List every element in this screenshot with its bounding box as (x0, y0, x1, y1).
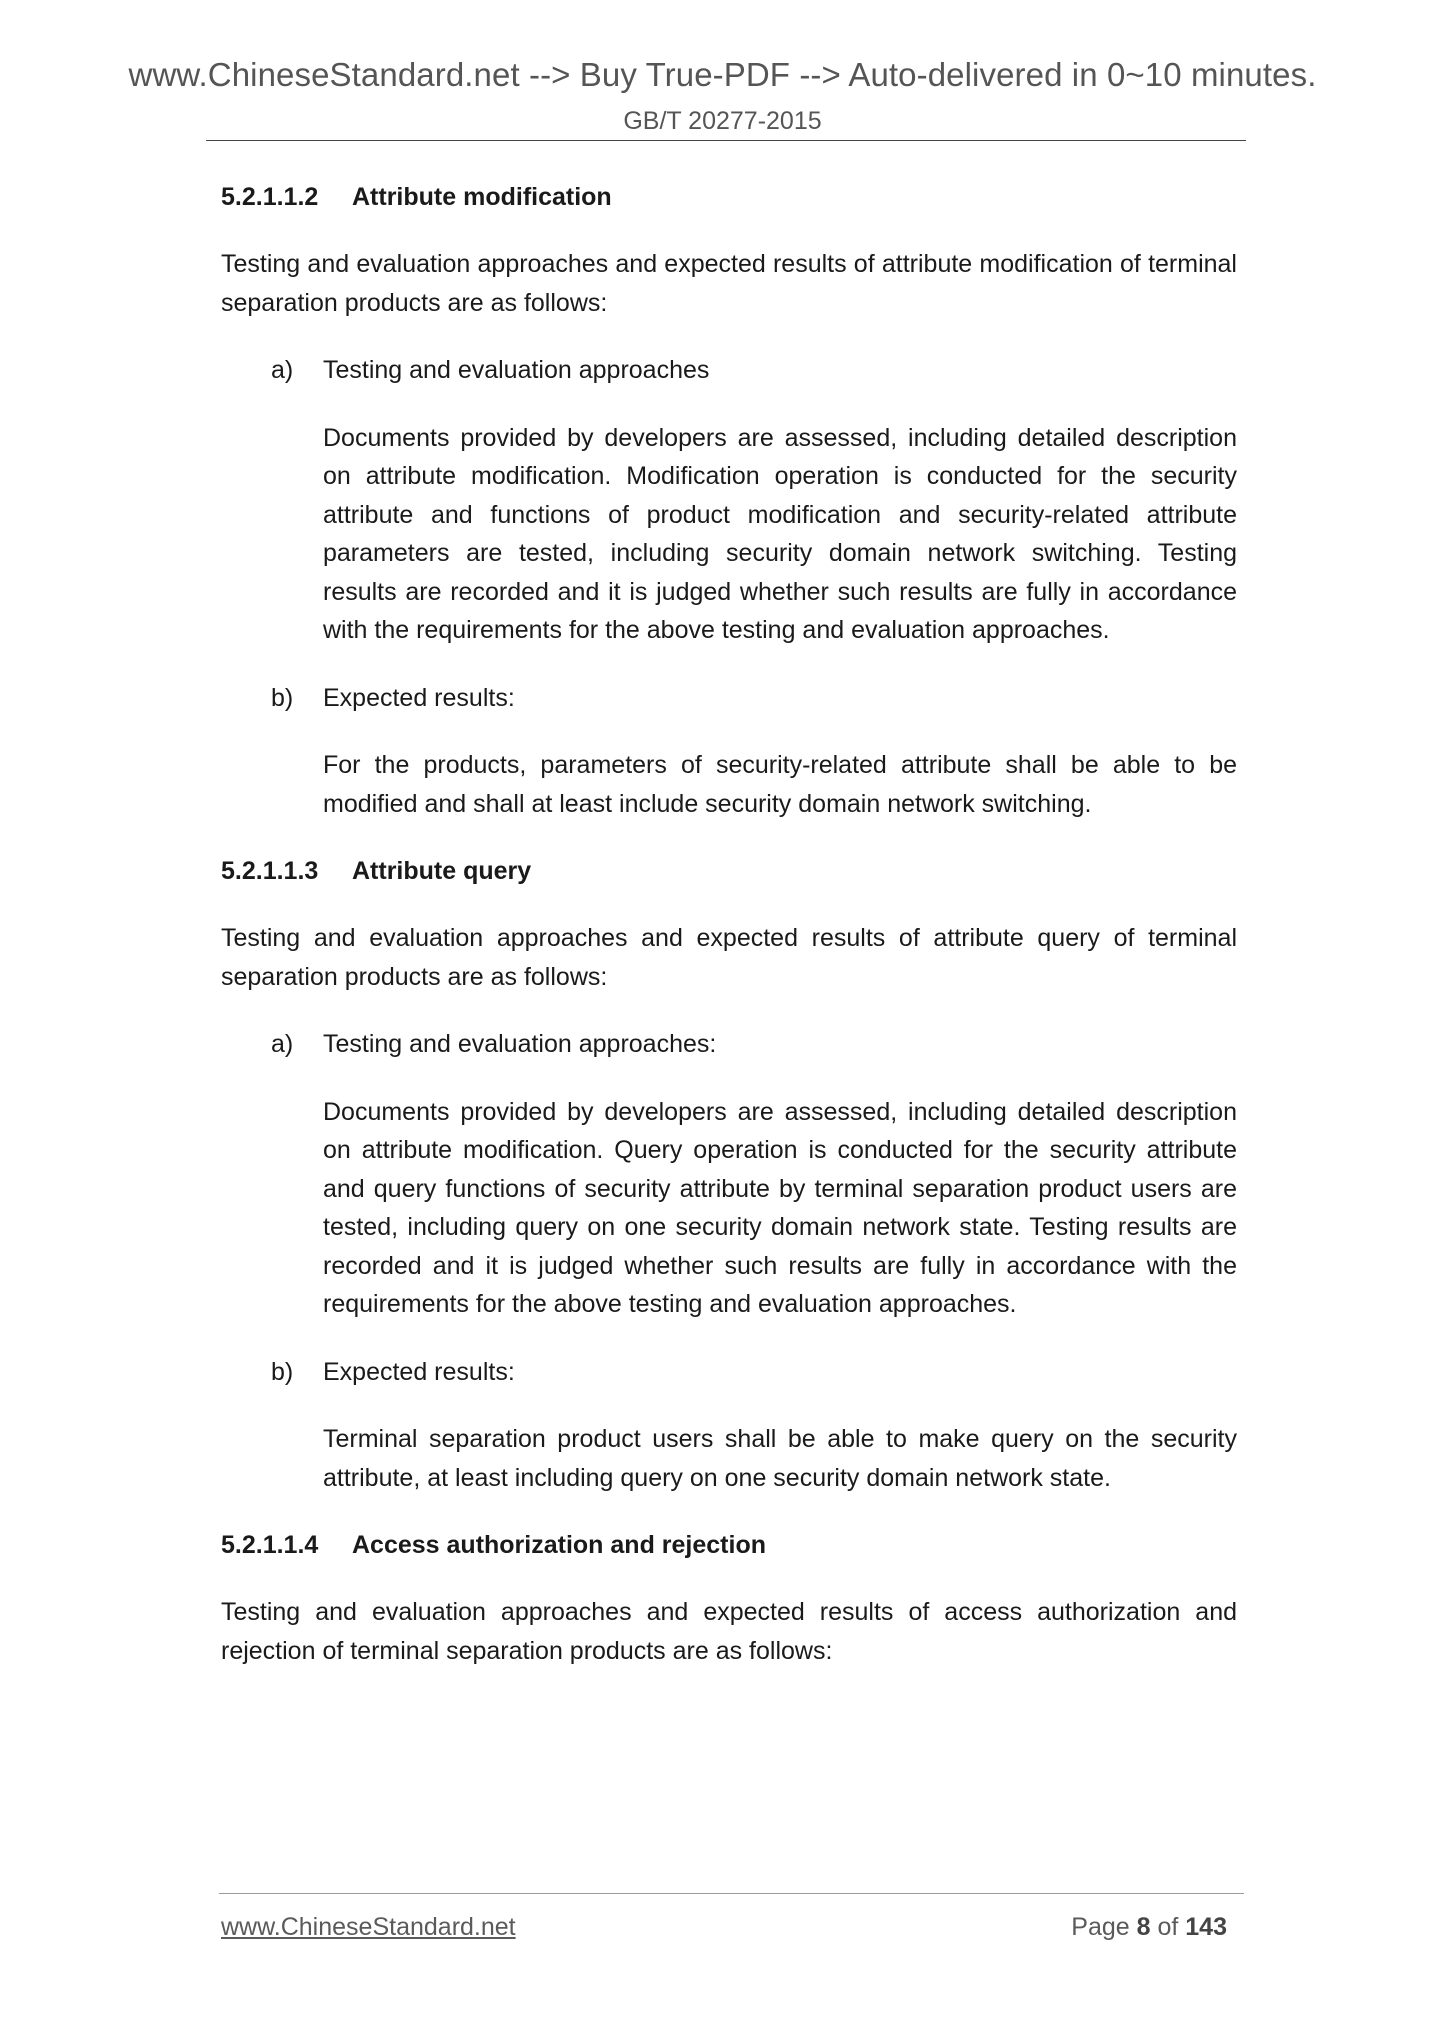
section-access-authorization (221, 1526, 1237, 1670)
list-item-a (221, 351, 1237, 390)
section-intro: Testing and evaluation approaches and expected results of attribute modification of terminal separation products are as follows: (221, 250, 1237, 317)
section-number: 5.2.1.1.2 (221, 183, 319, 211)
list-item-body: Documents provided by developers are assessed, including detailed description on attribute modification. Modification operation is conducted for the security attribute and functions of product modification and security-related attribute parameters are tested, including security domain network switching. Testing results are recorded and it is judged whether such results are fully in accordance with the requirements for the above testing and evaluation approaches. (323, 423, 1237, 644)
section-number: 5.2.1.1.3 (221, 857, 319, 885)
page-total: 143 (1185, 1913, 1227, 1941)
list-item-label: Testing and evaluation approaches (323, 356, 710, 384)
list-item-body: Terminal separation product users shall be able to make query on the security attribute, at least including query on one security domain network state. (323, 1425, 1237, 1492)
list-marker: a) (271, 1030, 294, 1058)
section-heading (221, 1526, 1237, 1564)
site-banner: www.ChineseStandard.net --> Buy True-PDF --> Auto-delivered in 0~10 minutes. (128, 56, 1317, 93)
section-intro: Testing and evaluation approaches and expected results of access authorization and rejection of terminal separation products are as follows: (221, 1598, 1237, 1665)
page-label: Page (1071, 1913, 1130, 1941)
section-number: 5.2.1.1.4 (221, 1531, 319, 1559)
footer-divider (219, 1893, 1244, 1894)
section-heading (221, 178, 1237, 216)
section-title: Access authorization and rejection (352, 1531, 766, 1559)
list-item-b (221, 1353, 1237, 1392)
page-of: of (1157, 1913, 1179, 1941)
section-attribute-query (221, 852, 1237, 1497)
footer-site-link[interactable]: www.ChineseStandard.net (221, 1913, 516, 1941)
section-title: Attribute query (352, 857, 532, 885)
list-item-body: For the products, parameters of security-related attribute shall be able to be modified and shall at least include security domain network switching. (323, 751, 1237, 818)
header-divider (206, 140, 1246, 141)
list-item-body: Documents provided by developers are assessed, including detailed description on attribute modification. Query operation is conducted for the security attribute and query functions of security attribute by terminal separation product users are tested, including query on one security domain network state. Testing results are recorded and it is judged whether such results are fully in accordance with the requirements for the above testing and evaluation approaches. (323, 1097, 1237, 1318)
page-current: 8 (1136, 1913, 1151, 1941)
list-item-b (221, 679, 1237, 718)
list-item-label: Testing and evaluation approaches: (323, 1030, 717, 1058)
section-heading (221, 852, 1237, 890)
list-marker: b) (271, 1357, 294, 1386)
section-intro: Testing and evaluation approaches and expected results of attribute query of terminal separation products are as follows: (221, 924, 1237, 991)
section-title: Attribute modification (352, 183, 612, 211)
page-indicator (1071, 1913, 1227, 1942)
standard-code: GB/T 20277-2015 (623, 107, 822, 135)
list-marker: b) (271, 683, 294, 712)
section-attribute-modification (221, 178, 1237, 823)
list-item-label: Expected results: (323, 1357, 515, 1386)
list-item-a (221, 1025, 1237, 1064)
document-body (221, 178, 1237, 1670)
list-marker: a) (271, 356, 294, 384)
list-item-label: Expected results: (323, 683, 515, 712)
